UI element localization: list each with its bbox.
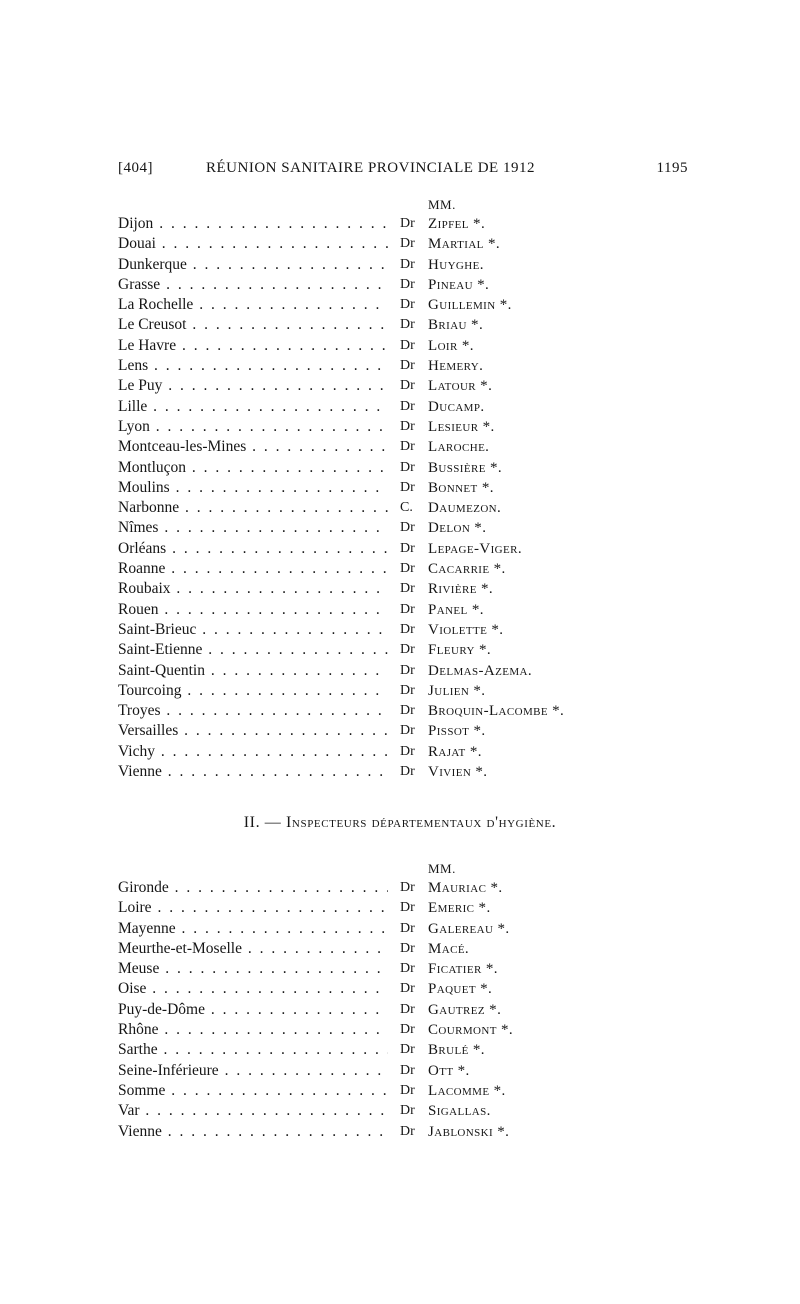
mm-label: MM. — [428, 197, 456, 212]
list-item — [118, 620, 678, 640]
person-name: Latour *. — [428, 378, 493, 395]
person-name: Zipfel *. — [428, 216, 486, 232]
honorific: Dr — [400, 764, 415, 780]
person-name: Jablonski *. — [428, 1123, 510, 1140]
honorific: Dr — [400, 1123, 415, 1139]
person-name: Emeric *. — [428, 900, 491, 917]
honorific: Dr — [400, 723, 415, 739]
person-name: Ficatier *. — [428, 961, 498, 978]
list-item — [118, 295, 678, 315]
honorific: Dr — [400, 256, 415, 272]
honorific: Dr — [400, 642, 415, 658]
honorific: Dr — [400, 621, 415, 637]
list-item — [118, 539, 678, 559]
list-item — [118, 878, 678, 898]
list-item — [118, 336, 678, 356]
place-name: Oise . . . — [118, 979, 388, 999]
place-name: Vichy . . . — [118, 742, 388, 762]
place-name: Roubaix . . . — [118, 579, 388, 599]
list-item — [118, 1040, 678, 1060]
honorific: Dr — [400, 378, 415, 394]
section-numeral: II. — — [243, 814, 282, 831]
list-item — [118, 356, 678, 376]
place-name: Dunkerque . . . — [118, 255, 388, 275]
list-item — [118, 376, 678, 396]
person-name: Galereau *. — [428, 920, 510, 937]
list-item — [118, 742, 678, 762]
person-name: Ducamp. — [428, 398, 485, 415]
person-name: Vivien *. — [428, 764, 488, 781]
person-name: Delon *. — [428, 520, 487, 537]
list-item — [118, 234, 678, 254]
person-name: Courmont *. — [428, 1022, 514, 1039]
person-name: Lacomme *. — [428, 1082, 506, 1099]
city-doctors-list — [118, 214, 678, 782]
list-item — [118, 1020, 678, 1040]
honorific: Dr — [400, 276, 415, 292]
honorific: Dr — [400, 940, 415, 956]
person-name: Lesieur *. — [428, 418, 495, 435]
person-name: Panel *. — [428, 601, 484, 618]
honorific: Dr — [400, 459, 415, 475]
honorific: Dr — [400, 743, 415, 759]
list-item — [118, 1000, 678, 1020]
honorific: Dr — [400, 439, 415, 455]
honorific: Dr — [400, 900, 415, 916]
honorific: Dr — [400, 1103, 415, 1119]
place-name: Rhône . . . — [118, 1020, 388, 1040]
place-name: Seine-Inférieure . . . — [118, 1061, 388, 1081]
list-item — [118, 979, 678, 999]
place-name: Sarthe . . . — [118, 1040, 388, 1060]
person-name: Fleury *. — [428, 642, 491, 659]
place-name: Gironde . . . — [118, 878, 388, 898]
list-item — [118, 681, 678, 701]
honorific: Dr — [400, 1042, 415, 1058]
place-name: Le Havre . . . — [118, 336, 388, 356]
list-item — [118, 721, 678, 741]
list-item — [118, 478, 678, 498]
honorific: Dr — [400, 297, 415, 313]
honorific: Dr — [400, 601, 415, 617]
honorific: Dr — [400, 561, 415, 577]
page-number: 1195 — [656, 160, 688, 176]
honorific: Dr — [400, 1062, 415, 1078]
list-item — [118, 919, 678, 939]
honorific: Dr — [400, 479, 415, 495]
list-item — [118, 959, 678, 979]
list-item — [118, 898, 678, 918]
place-name: Rouen . . . — [118, 600, 388, 620]
list-item — [118, 579, 678, 599]
list-item — [118, 498, 678, 518]
person-name: Julien *. — [428, 682, 486, 699]
place-name: Lens . . . — [118, 356, 388, 376]
page-reference: [404] — [118, 160, 153, 176]
list-item — [118, 762, 678, 782]
place-name: Montceau-les-Mines . . . — [118, 437, 388, 457]
person-name: Delmas-Azema. — [428, 662, 533, 679]
list-item — [118, 458, 678, 478]
place-name: Le Puy . . . — [118, 376, 388, 396]
list-item — [118, 701, 678, 721]
person-name: Mauriac *. — [428, 880, 503, 896]
person-name: Lepage-Viger. — [428, 540, 523, 557]
place-name: Saint-Quentin . . . — [118, 661, 388, 681]
place-name: Roanne . . . — [118, 559, 388, 579]
honorific: Dr — [400, 216, 415, 231]
honorific: Dr — [400, 540, 415, 556]
honorific: Dr — [400, 418, 415, 434]
place-name: Grasse . . . — [118, 275, 388, 295]
place-name: Loire . . . — [118, 898, 388, 918]
person-name: Gautrez *. — [428, 1001, 502, 1018]
honorific: Dr — [400, 880, 415, 895]
honorific: Dr — [400, 236, 415, 252]
person-name: Rivière *. — [428, 581, 494, 598]
page-header — [118, 160, 688, 184]
section-title: Inspecteurs départementaux d'hygiène. — [286, 814, 557, 831]
place-name: Saint-Etienne . . . — [118, 640, 388, 660]
list-item — [118, 214, 678, 234]
list-item — [118, 559, 678, 579]
person-name: Bonnet *. — [428, 479, 494, 496]
place-name: Somme . . . — [118, 1081, 388, 1101]
honorific: Dr — [400, 581, 415, 597]
honorific: Dr — [400, 1022, 415, 1038]
place-name: Puy-de-Dôme . . . — [118, 1000, 388, 1020]
place-name: Versailles . . . — [118, 721, 388, 741]
inspectors-list — [118, 878, 678, 1142]
person-name: Sigallas. — [428, 1103, 491, 1120]
place-name: Orléans . . . — [118, 539, 388, 559]
list-item — [118, 939, 678, 959]
person-name: Violette *. — [428, 621, 504, 638]
person-name: Laroche. — [428, 439, 490, 456]
place-name: Vienne . . . — [118, 762, 388, 782]
list-item — [118, 315, 678, 335]
person-name: Paquet *. — [428, 981, 493, 998]
person-name: Macé. — [428, 940, 470, 957]
list-item — [118, 1061, 678, 1081]
honorific: C. — [400, 500, 413, 516]
place-name: Saint-Brieuc . . . — [118, 620, 388, 640]
list-item — [118, 417, 678, 437]
person-name: Bussière *. — [428, 459, 503, 476]
place-name: Var . . . — [118, 1101, 388, 1121]
honorific: Dr — [400, 682, 415, 698]
person-name: Briau *. — [428, 317, 484, 334]
list-item — [118, 275, 678, 295]
place-name: Meuse . . . — [118, 959, 388, 979]
list-item — [118, 1101, 678, 1121]
place-name: Lille . . . — [118, 397, 388, 417]
list-item — [118, 255, 678, 275]
list-item — [118, 661, 678, 681]
mm-label: MM. — [428, 861, 456, 876]
honorific: Dr — [400, 317, 415, 333]
place-name: Tourcoing . . . — [118, 681, 388, 701]
honorific: Dr — [400, 1001, 415, 1017]
person-name: Guillemin *. — [428, 297, 512, 314]
list-item — [118, 1122, 678, 1142]
place-name: Montluçon . . . — [118, 458, 388, 478]
person-name: Ott *. — [428, 1062, 470, 1079]
place-name: La Rochelle . . . — [118, 295, 388, 315]
place-name: Vienne . . . — [118, 1122, 388, 1142]
person-name: Hemery. — [428, 358, 484, 375]
honorific: Dr — [400, 662, 415, 678]
list-item — [118, 518, 678, 538]
list-item — [118, 397, 678, 417]
honorific: Dr — [400, 920, 415, 936]
person-name: Martial *. — [428, 236, 501, 253]
person-name: Pineau *. — [428, 276, 490, 293]
honorific: Dr — [400, 703, 415, 719]
honorific: Dr — [400, 358, 415, 374]
honorific: Dr — [400, 337, 415, 353]
list-item — [118, 1081, 678, 1101]
place-name: Le Creusot . . . — [118, 315, 388, 335]
list-item — [118, 640, 678, 660]
place-name: Narbonne . . . — [118, 498, 388, 518]
honorific: Dr — [400, 981, 415, 997]
honorific: Dr — [400, 1082, 415, 1098]
place-name: Moulins . . . — [118, 478, 388, 498]
list-item — [118, 437, 678, 457]
person-name: Daumezon. — [428, 500, 502, 517]
list-item — [118, 600, 678, 620]
section-heading — [0, 814, 800, 832]
running-title: RÉUNION SANITAIRE PROVINCIALE DE 1912 — [206, 160, 535, 176]
place-name: Lyon . . . — [118, 417, 388, 437]
person-name: Rajat *. — [428, 743, 482, 760]
place-name: Dijon . . . — [118, 214, 388, 234]
place-name: Douai . . . — [118, 234, 388, 254]
person-name: Broquin-Lacombe *. — [428, 703, 565, 720]
person-name: Pissot *. — [428, 723, 486, 740]
place-name: Nîmes . . . — [118, 518, 388, 538]
honorific: Dr — [400, 398, 415, 414]
place-name: Troyes . . . — [118, 701, 388, 721]
person-name: Loir *. — [428, 337, 474, 354]
place-name: Meurthe-et-Moselle . . . — [118, 939, 388, 959]
person-name: Cacarrie *. — [428, 561, 506, 578]
person-name: Huyghe. — [428, 256, 484, 273]
honorific: Dr — [400, 961, 415, 977]
person-name: Brulé *. — [428, 1042, 485, 1059]
place-name: Mayenne . . . — [118, 919, 388, 939]
honorific: Dr — [400, 520, 415, 536]
